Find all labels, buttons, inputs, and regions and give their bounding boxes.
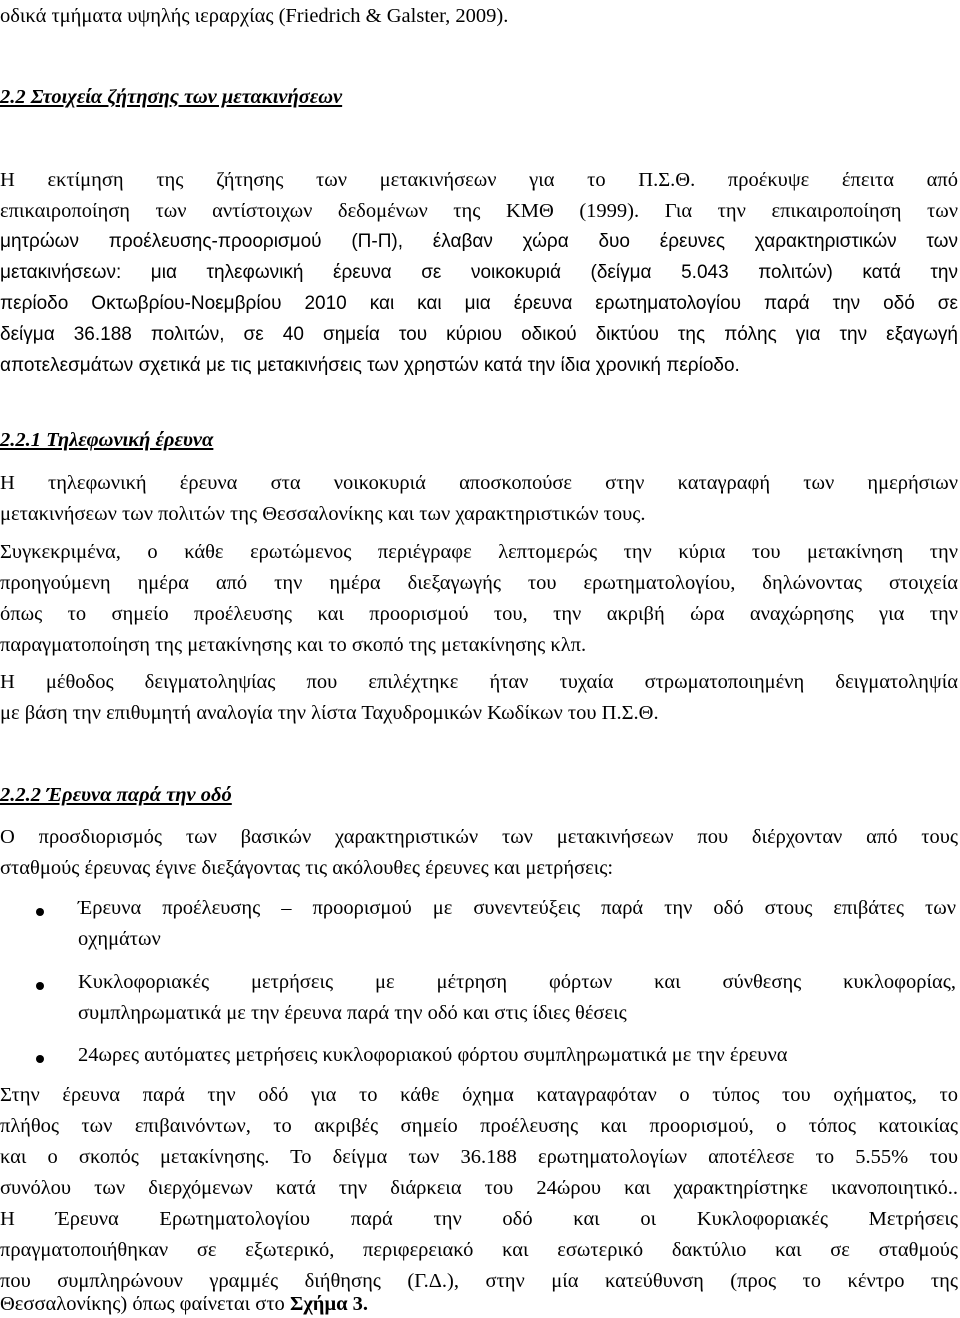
paragraph-line: παραγματοποίηση της μετακίνησης και το σκοπό της μετακίνησης κλπ. <box>0 634 587 656</box>
bullet-marker <box>36 982 44 990</box>
bullet-marker <box>36 1055 44 1063</box>
paragraph-line: επικαιροποίηση των αντίστοιχων δεδομένων της ΚΜΘ (1999). Για την επικαιροποίηση των <box>0 200 958 222</box>
paragraph-line: με βάση την επιθυμητή αναλογία την λίστα Ταχυδρομικών Κωδίκων του Π.Σ.Θ. <box>0 702 659 724</box>
paragraph-line: Ο προσδιορισμός των βασικών χαρακτηριστικών των μετακινήσεων που διέρχονταν από τους <box>0 826 958 848</box>
paragraph-line: Η τηλεφωνική έρευνα στα νοικοκυριά αποσκοπούσε στην καταγραφή των ημερήσιων <box>0 472 958 494</box>
bullet-item-line: Έρευνα προέλευσης – προορισμού με συνεντεύξεις παρά την οδό στους επιβάτες των <box>78 897 956 919</box>
paragraph-line: μετακινήσεων: μια τηλεφωνική έρευνα σε νοικοκυριά (δείγμα 5.043 πολιτών) κατά την <box>0 262 958 283</box>
paragraph-line: που συμπληρώνουν γραμμές διήθησης (Γ.Δ.), στην μία κατεύθυνση (προς το κέντρο της <box>0 1270 958 1292</box>
bullet-item-line: 24ωρες αυτόματες μετρήσεις κυκλοφοριακού φόρτου συμπληρωματικά με την έρευνα <box>78 1044 788 1066</box>
paragraph-line: συνόλου των διερχόμενων κατά την διάρκεια του 24ώρου και χαρακτηρίστηκε ικανοποιητικό.. <box>0 1177 958 1199</box>
figure-reference: Σχήμα 3. <box>289 1293 369 1315</box>
paragraph-line: Η Έρευνα Ερωτηματολογίου παρά την οδό και οι Κυκλοφοριακές Μετρήσεις <box>0 1208 958 1230</box>
paragraph-line: μετακινήσεων των πολιτών της Θεσσαλονίκης και των χαρακτηριστικών τους. <box>0 503 646 525</box>
paragraph-line: όπως το σημείο προέλευσης και προορισμού του, την ακριβή ώρα αναχώρησης για την <box>0 603 958 625</box>
paragraph-line: πλήθος των επιβαινόντων, το ακριβές σημείο προέλευσης και προορισμού, ο τόπος κατοικίας <box>0 1115 958 1137</box>
text-line: οδικά τμήματα υψηλής ιεραρχίας (Friedrich & Galster, 2009). <box>0 5 509 27</box>
paragraph-line: μητρώων προέλευσης-προορισμού (Π-Π), έλαβαν χώρα δυο έρευνες χαρακτηριστικών των <box>0 231 958 252</box>
paragraph-line: περίοδο Οκτωβρίου-Νοεμβρίου 2010 και και μια έρευνα ερωτηματολογίου παρά την οδό σε <box>0 293 958 314</box>
paragraph-line: αποτελεσμάτων σχετικά με τις μετακινήσεις των χρηστών κατά την ίδια χρονική περίοδο. <box>0 355 740 376</box>
paragraph-line: σταθμούς έρευνας έγινε διεξάγοντας τις ακόλουθες έρευνες και μετρήσεις: <box>0 857 614 879</box>
paragraph-line-last <box>0 1290 368 1318</box>
section-heading-2-2-2: 2.2.2 Έρευνα παρά την οδό <box>0 784 232 806</box>
bullet-item-line: οχημάτων <box>78 928 161 950</box>
section-heading-2-2-1: 2.2.1 Τηλεφωνική έρευνα <box>0 429 214 451</box>
bullet-item-line: Κυκλοφοριακές μετρήσεις με μέτρηση φόρτων και σύνθεσης κυκλοφορίας, <box>78 971 956 993</box>
paragraph-line: και ο σκοπός μετακίνησης. Το δείγμα των 36.188 ερωτηματολογίων αποτέλεσε το 5.55% του <box>0 1146 958 1168</box>
bullet-item-line: συμπληρωματικά με την έρευνα παρά την οδό και στις ίδιες θέσεις <box>78 1002 627 1024</box>
bullet-marker <box>36 908 44 916</box>
paragraph-line: πραγματοποιήθηκαν σε εξωτερικό, περιφερειακό και εσωτερικό δακτύλιο και σε σταθμούς <box>0 1239 958 1261</box>
paragraph-line: δείγμα 36.188 πολιτών, σε 40 σημεία του κύριου οδικού δικτύου της πόλης για την εξαγωγή <box>0 324 958 345</box>
paragraph-line: Στην έρευνα παρά την οδό για το κάθε όχημα καταγραφόταν ο τύπος του οχήματος, το <box>0 1084 958 1106</box>
paragraph-line: Η μέθοδος δειγματοληψίας που επιλέχτηκε ήταν τυχαία στρωματοποιημένη δειγματοληψία <box>0 671 958 693</box>
paragraph-line: Η εκτίμηση της ζήτησης των μετακινήσεων για το Π.Σ.Θ. προέκυψε έπειτα από <box>0 169 958 191</box>
text-span: Θεσσαλονίκης) όπως φαίνεται στο <box>0 1293 290 1315</box>
paragraph-line: προηγούμενη ημέρα από την ημέρα διεξαγωγής του ερωτηματολογίου, δηλώνοντας στοιχεία <box>0 572 958 594</box>
section-heading-2-2: 2.2 Στοιχεία ζήτησης των μετακινήσεων <box>0 86 343 108</box>
paragraph-line: Συγκεκριμένα, ο κάθε ερωτώμενος περιέγραφε λεπτομερώς την κύρια του μετακίνηση την <box>0 541 958 563</box>
